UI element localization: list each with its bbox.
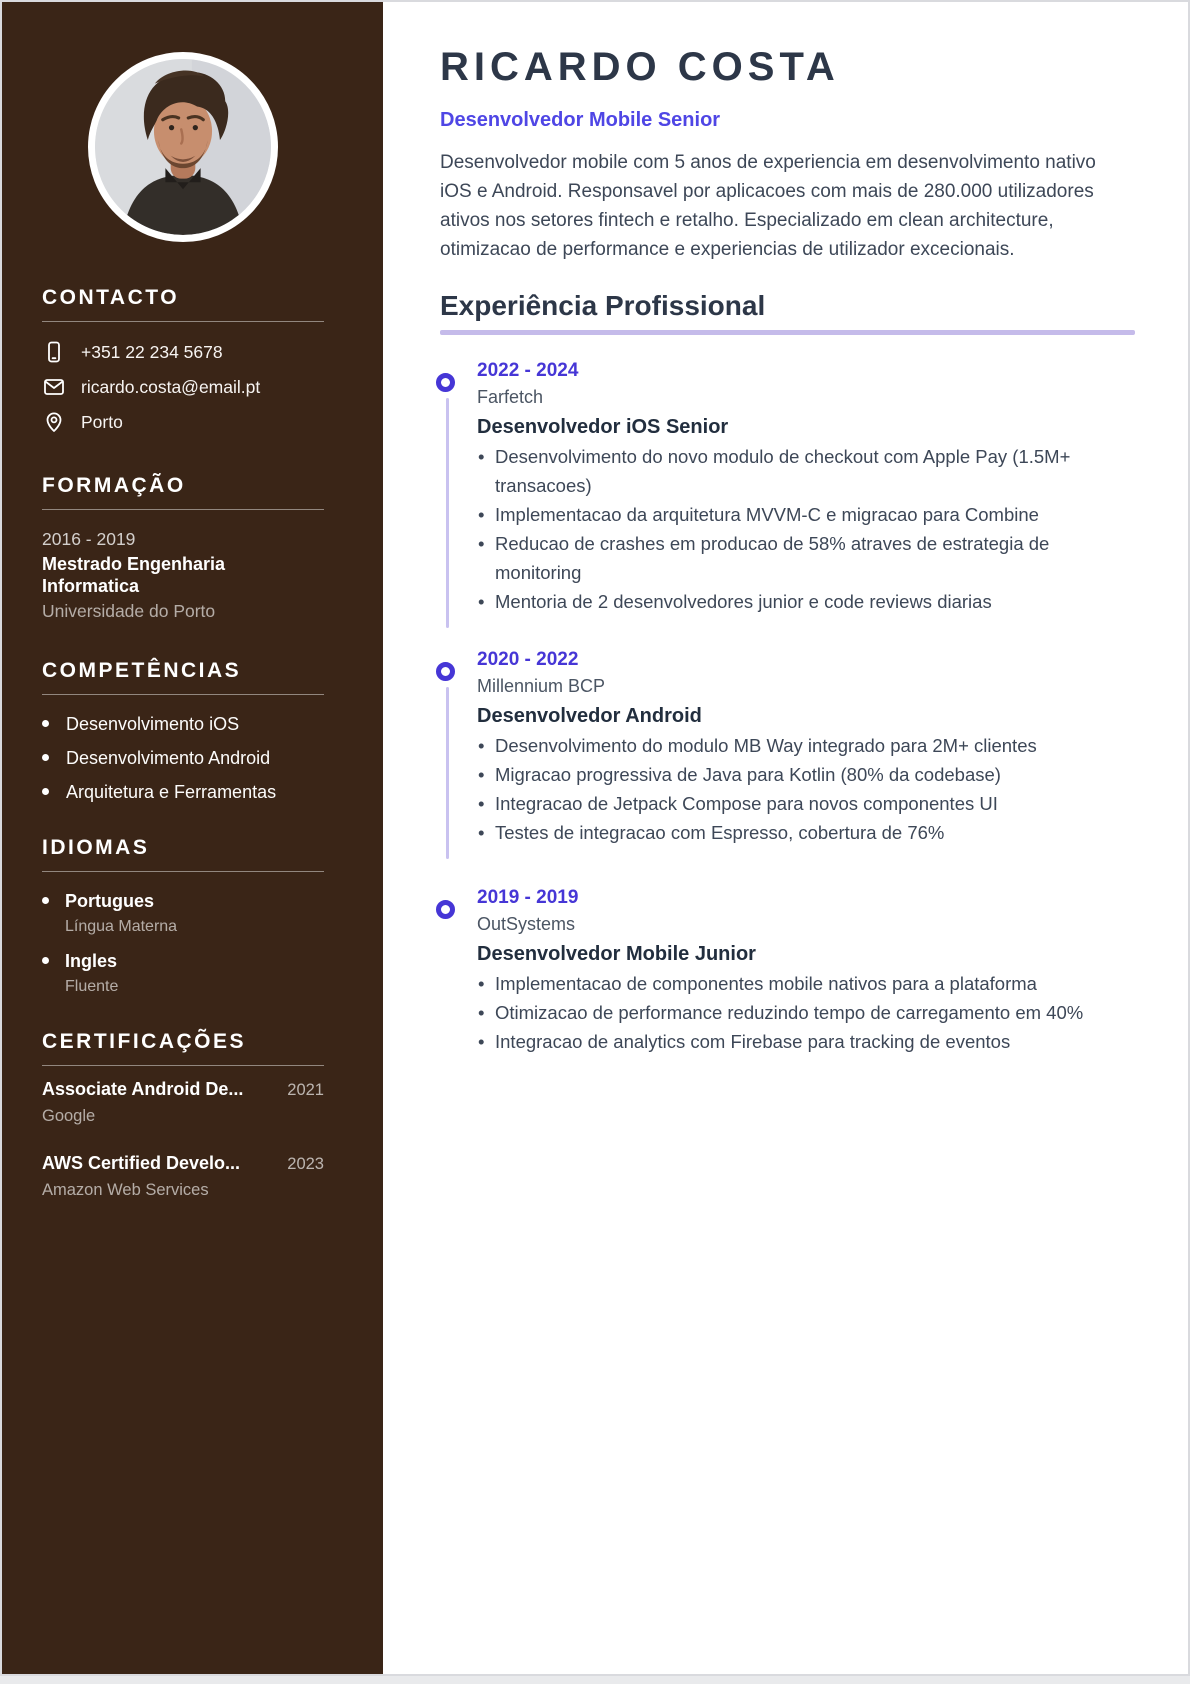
sidebar-section-education [42, 474, 324, 622]
language-item [42, 890, 324, 937]
timeline-dot [436, 662, 455, 681]
certifications-title: CERTIFICAÇÕES [42, 1030, 324, 1066]
experience-period: 2022 - 2024 [477, 360, 579, 381]
bullet-dot [42, 754, 49, 761]
skill-item [42, 781, 324, 803]
experience-company: Farfetch [477, 387, 544, 407]
skill-item [42, 713, 324, 735]
experience-entry [440, 647, 1135, 847]
photo-wrap [42, 52, 324, 242]
timeline-dot [436, 900, 455, 919]
certification-head [42, 1078, 324, 1102]
language-name-row [42, 950, 324, 973]
certification-item [42, 1078, 324, 1127]
education-degree: Mestrado Engenharia Informatica [42, 554, 226, 596]
certification-item [42, 1152, 324, 1201]
language-name-row [42, 890, 324, 913]
experience-bullet: • Implementacao da arquitetura MVVM-C e migracao para Combine [477, 500, 1135, 529]
bullet-dot [42, 788, 49, 795]
location-icon [42, 410, 66, 434]
education-period: 2016 - 2019 [42, 529, 136, 549]
skill-label: Arquitetura e Ferramentas [66, 782, 277, 802]
contact-title: CONTACTO [42, 286, 324, 322]
timeline-dot [436, 373, 455, 392]
education-title: FORMAÇÃO [42, 474, 324, 510]
experience-company: Millennium BCP [477, 676, 606, 696]
experience-bullet: • Otimizacao de performance reduzindo tempo de carregamento em 40% [477, 998, 1135, 1027]
phone-icon [42, 340, 66, 364]
experience-bullet: • Desenvolvimento do modulo MB Way integrado para 2M+ clientes [477, 731, 1135, 760]
contact-row-email [42, 375, 324, 399]
languages-title: IDIOMAS [42, 836, 324, 872]
certification-year: 2023 [287, 1155, 324, 1173]
experience-entry [440, 358, 1135, 616]
main-content [383, 2, 1188, 1674]
experience-bullets [477, 731, 1135, 847]
language-name: Ingles [65, 951, 118, 971]
experience-bullet: • Integracao de Jetpack Compose para novos componentes UI [477, 789, 1135, 818]
experience-timeline [440, 358, 1135, 1056]
experience-bullet: • Testes de integracao com Espresso, cobertura de 76% [477, 818, 1135, 847]
language-level: Fluente [65, 978, 119, 995]
language-item [42, 950, 324, 997]
sidebar-section-certifications [42, 1030, 324, 1201]
skill-label: Desenvolvimento iOS [66, 714, 240, 734]
language-name: Portugues [65, 891, 155, 911]
language-level: Língua Materna [65, 918, 178, 935]
certification-year: 2021 [287, 1081, 324, 1099]
experience-bullets [477, 969, 1135, 1056]
skill-label: Desenvolvimento Android [66, 748, 271, 768]
experience-role: Desenvolvedor Android [477, 705, 702, 727]
sidebar [2, 2, 383, 1674]
phone-value: +351 22 234 5678 [81, 342, 223, 362]
sidebar-section-skills [42, 659, 324, 803]
education-school: Universidade do Porto [42, 601, 216, 621]
experience-section-underline [440, 330, 1135, 335]
location-value: Porto [81, 412, 123, 432]
email-icon [42, 375, 66, 399]
experience-bullet: • Desenvolvimento do novo modulo de checkout com Apple Pay (1.5M+ transacoes) [477, 442, 1135, 500]
candidate-name: RICARDO COSTA [440, 45, 840, 89]
experience-bullet: • Implementacao de componentes mobile nativos para a plataforma [477, 969, 1135, 998]
skills-title: COMPETÊNCIAS [42, 659, 324, 695]
summary-paragraph: Desenvolvedor mobile com 5 anos de experiencia em desenvolvimento nativo iOS e Android. Responsavel por aplicacoes com mais de 280.000 utilizadores ativos nos setores fintech e retalho. Especializado em clean architecture, otimizacao de performance e experiencias de utilizador excecionais. [440, 152, 1096, 260]
bullet-dot [42, 720, 49, 727]
certification-org: Amazon Web Services [42, 1181, 209, 1199]
experience-bullet: • Mentoria de 2 desenvolvedores junior e code reviews diarias [477, 587, 1135, 616]
certification-name: Associate Android De... [42, 1079, 244, 1099]
experience-bullet: • Migracao progressiva de Java para Kotlin (80% da codebase) [477, 760, 1135, 789]
bullet-dot [42, 957, 49, 964]
skill-item [42, 747, 324, 769]
certification-org: Google [42, 1107, 96, 1125]
certification-name: AWS Certified Develo... [42, 1153, 241, 1173]
experience-period: 2019 - 2019 [477, 887, 579, 908]
sidebar-section-languages [42, 836, 324, 997]
contact-row-location [42, 410, 324, 434]
experience-role: Desenvolvedor Mobile Junior [477, 943, 756, 965]
sidebar-section-contact [42, 286, 324, 434]
contact-row-phone [42, 340, 324, 364]
candidate-job-title: Desenvolvedor Mobile Senior [440, 109, 721, 131]
experience-role: Desenvolvedor iOS Senior [477, 416, 729, 438]
bullet-dot [42, 897, 49, 904]
experience-company: OutSystems [477, 914, 576, 934]
experience-entry [440, 885, 1135, 1056]
experience-bullets [477, 442, 1135, 616]
experience-period: 2020 - 2022 [477, 649, 579, 670]
profile-photo [88, 52, 278, 242]
experience-bullet: • Reducao de crashes em producao de 58% atraves de estrategia de monitoring [477, 529, 1135, 587]
email-value: ricardo.costa@email.pt [81, 377, 261, 397]
experience-section-title: Experiência Profissional [440, 290, 766, 321]
experience-bullet: • Integracao de analytics com Firebase para tracking de eventos [477, 1027, 1135, 1056]
certification-head [42, 1152, 324, 1176]
